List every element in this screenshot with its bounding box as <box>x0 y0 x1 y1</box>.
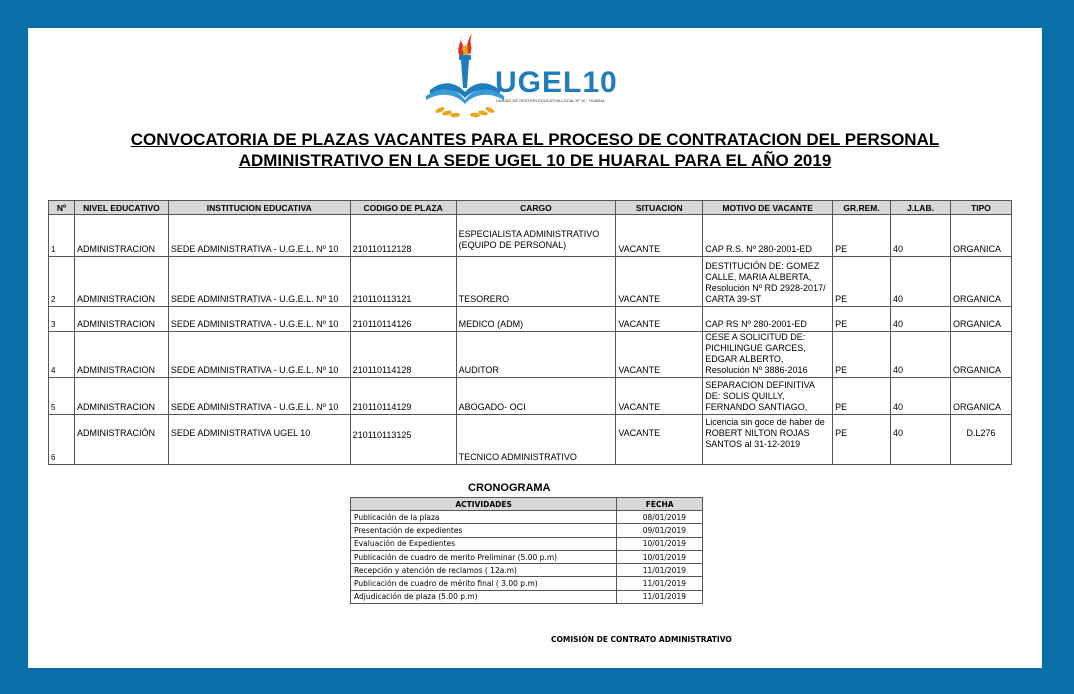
cell-jlab: 40 <box>891 215 951 257</box>
cell-nivel: ADMINISTRACION <box>74 307 168 332</box>
col-header-institucion: INSTITUCION EDUCATIVA <box>168 201 350 215</box>
cell-grrem: PE <box>833 215 891 257</box>
col-header-motivo: MOTIVO DE VACANTE <box>703 201 833 215</box>
cell-fecha: 11/01/2019 <box>617 564 703 577</box>
cell-actividad: Publicación de cuadro de mérito final ( 3.00 p.m) <box>351 577 617 590</box>
cell-situacion: VACANTE <box>616 378 703 415</box>
table-row <box>49 257 1012 307</box>
col-header-cargo: CARGO <box>456 201 616 215</box>
cell-fecha: 09/01/2019 <box>617 524 703 537</box>
cell-motivo: SEPARACION DEFINITIVA DE: SOLIS QUILLY, FERNANDO SANTIAGO, <box>703 378 833 415</box>
cell-actividad: Adjudicación de plaza (5.00 p.m) <box>351 590 617 603</box>
cell-actividad: Evaluación de Expedientes <box>351 537 617 550</box>
col-header-actividades: ACTIVIDADES <box>351 498 617 511</box>
commission-signature: COMISIÓN DE CONTRATO ADMINISTRATIVO <box>551 635 732 644</box>
cell-codigo: 210110114129 <box>350 378 456 415</box>
cell-situacion: VACANTE <box>616 257 703 307</box>
title-line-1: CONVOCATORIA DE PLAZAS VACANTES PARA EL PROCESO DE CONTRATACION DEL PERSONAL <box>130 130 940 149</box>
cell-nivel: ADMINISTRACION <box>74 332 168 378</box>
cell-tipo: ORGANICA <box>950 307 1011 332</box>
logo-subtitle: UNIDAD DE GESTIÓN EDUCATIVA LOCAL Nº 10 - HUARAL <box>496 98 606 103</box>
cell-tipo: ORGANICA <box>950 215 1011 257</box>
cell-institucion: SEDE ADMINISTRATIVA - U.G.E.L. Nº 10 <box>168 215 350 257</box>
cell-institucion: SEDE ADMINISTRATIVA - U.G.E.L. Nº 10 <box>168 332 350 378</box>
cell-jlab: 40 <box>891 415 951 465</box>
cell-nivel: ADMINISTRACION <box>74 257 168 307</box>
table-row <box>49 307 1012 332</box>
cell-tipo: ORGANICA <box>950 257 1011 307</box>
cronograma-row <box>351 550 703 563</box>
cell-institucion: SEDE ADMINISTRATIVA UGEL 10 <box>168 415 350 465</box>
cell-institucion: SEDE ADMINISTRATIVA - U.G.E.L. Nº 10 <box>168 378 350 415</box>
cell-fecha: 11/01/2019 <box>617 577 703 590</box>
cell-num: 5 <box>49 378 75 415</box>
cronograma-table <box>350 497 703 604</box>
cell-codigo: 210110113125 <box>350 415 456 465</box>
cell-motivo: DESTITUCIÓN DE: GOMEZ CALLE, MARIA ALBERTA, Resolución Nº RD 2928-2017/ CARTA 39-ST <box>703 257 833 307</box>
cell-fecha: 11/01/2019 <box>617 590 703 603</box>
cell-codigo: 210110114128 <box>350 332 456 378</box>
cell-codigo: 210110113121 <box>350 257 456 307</box>
cell-actividad: Publicación de la plaza <box>351 511 617 524</box>
cronograma-title: CRONOGRAMA <box>468 482 551 494</box>
cell-codigo: 210110112128 <box>350 215 456 257</box>
cell-situacion: VACANTE <box>616 332 703 378</box>
cell-num: 2 <box>49 257 75 307</box>
ugel-logo <box>400 28 620 123</box>
col-header-situacion: SITUACION <box>616 201 703 215</box>
cell-num: 3 <box>49 307 75 332</box>
cell-jlab: 40 <box>891 378 951 415</box>
cell-motivo: CAP RS Nº 280-2001-ED <box>703 307 833 332</box>
cell-cargo: AUDITOR <box>456 332 616 378</box>
cell-situacion: VACANTE <box>616 215 703 257</box>
table-row <box>49 332 1012 378</box>
cell-nivel: ADMINISTRACION <box>74 378 168 415</box>
cronograma-row <box>351 590 703 603</box>
cell-actividad: Presentación de expedientes <box>351 524 617 537</box>
table-row <box>49 215 1012 257</box>
cell-actividad: Publicación de cuadro de merito Preliminar (5.00 p.m) <box>351 550 617 563</box>
cell-cargo: MEDICO (ADM) <box>456 307 616 332</box>
cronograma-row <box>351 511 703 524</box>
cell-fecha: 10/01/2019 <box>617 537 703 550</box>
table-header-row <box>49 201 1012 215</box>
cronograma-header-row <box>351 498 703 511</box>
cronograma-row <box>351 577 703 590</box>
cronograma-row <box>351 564 703 577</box>
cell-nivel: ADMINISTRACIÓN <box>74 415 168 465</box>
cell-grrem: PE <box>833 257 891 307</box>
col-header-grrem: GR.REM. <box>833 201 891 215</box>
col-header-num: Nº <box>49 201 75 215</box>
cell-jlab: 40 <box>891 307 951 332</box>
cronograma-row <box>351 524 703 537</box>
col-header-nivel: NIVEL EDUCATIVO <box>74 201 168 215</box>
cell-nivel: ADMINISTRACION <box>74 215 168 257</box>
cell-jlab: 40 <box>891 332 951 378</box>
cell-grrem: PE <box>833 415 891 465</box>
cell-codigo: 210110114126 <box>350 307 456 332</box>
vacancies-table <box>48 200 1012 465</box>
cell-num: 1 <box>49 215 75 257</box>
cell-institucion: SEDE ADMINISTRATIVA - U.G.E.L. Nº 10 <box>168 257 350 307</box>
logo-wordmark: UGEL10 <box>495 66 618 99</box>
document-sheet <box>28 28 1042 668</box>
table-row <box>49 378 1012 415</box>
cell-grrem: PE <box>833 332 891 378</box>
cell-institucion: SEDE ADMINISTRATIVA - U.G.E.L. Nº 10 <box>168 307 350 332</box>
cell-cargo: TECNICO ADMINISTRATIVO <box>456 415 616 465</box>
cell-cargo: TESORERO <box>456 257 616 307</box>
cell-motivo: CESE A SOLICITUD DE: PICHILINGUE GARCES, EDGAR ALBERTO, Resolución Nº 3886-2016 <box>703 332 833 378</box>
cell-fecha: 08/01/2019 <box>617 511 703 524</box>
cell-num: 4 <box>49 332 75 378</box>
cell-situacion: VACANTE <box>616 415 703 465</box>
cell-fecha: 10/01/2019 <box>617 550 703 563</box>
cell-motivo: Licencia sin goce de haber de ROBERT NILTON ROJAS SANTOS al 31-12-2019 <box>703 415 833 465</box>
cell-cargo: ESPECIALISTA ADMINISTRATIVO (EQUIPO DE PERSONAL) <box>456 215 616 257</box>
cell-tipo: ORGANICA <box>950 332 1011 378</box>
cell-cargo: ABOGADO- OCI <box>456 378 616 415</box>
document-title <box>28 129 1042 171</box>
table-row <box>49 415 1012 465</box>
cronograma-row <box>351 537 703 550</box>
col-header-fecha: FECHA <box>617 498 703 511</box>
cell-num: 6 <box>49 415 75 465</box>
col-header-tipo: TIPO <box>950 201 1011 215</box>
cell-grrem: PE <box>833 307 891 332</box>
col-header-jlab: J.LAB. <box>891 201 951 215</box>
cell-motivo: CAP R.S. Nº 280-2001-ED <box>703 215 833 257</box>
cell-jlab: 40 <box>891 257 951 307</box>
cell-tipo: ORGANICA <box>950 378 1011 415</box>
cell-actividad: Recepción y atención de reclamos ( 12a.m) <box>351 564 617 577</box>
title-line-2: ADMINISTRATIVO EN LA SEDE UGEL 10 DE HUARAL PARA EL AÑO 2019 <box>238 151 832 170</box>
cell-situacion: VACANTE <box>616 307 703 332</box>
cell-tipo: D.L276 <box>950 415 1011 465</box>
col-header-codigo: CODIGO DE PLAZA <box>350 201 456 215</box>
cell-grrem: PE <box>833 378 891 415</box>
